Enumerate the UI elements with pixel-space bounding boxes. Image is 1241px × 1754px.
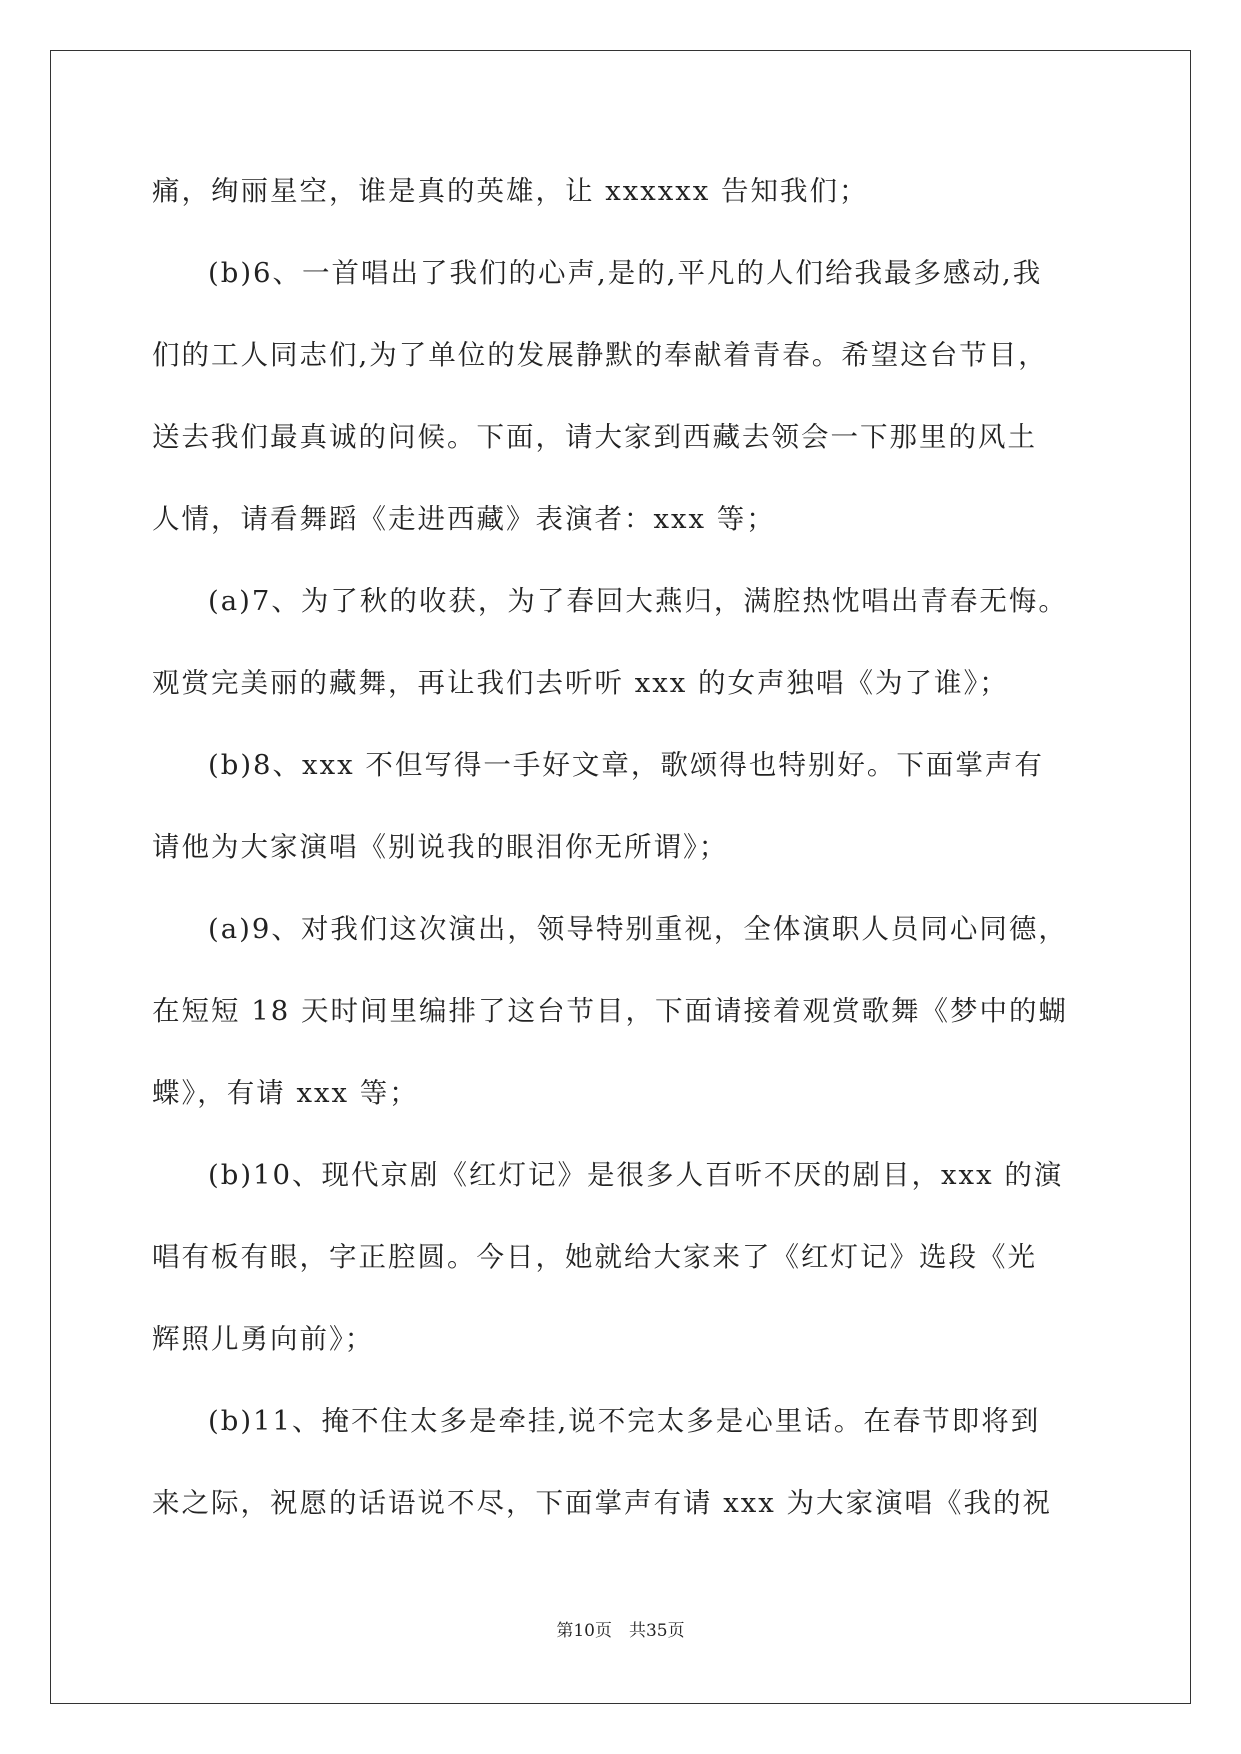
text-line: 们的工人同志们,为了单位的发展静默的奉献着青春。希望这台节目， bbox=[152, 339, 1048, 371]
document-body bbox=[152, 150, 1092, 1544]
text-line: (b)6、一首唱出了我们的心声,是的,平凡的人们给我最多感动,我 bbox=[208, 257, 1043, 289]
text-line: 请他为大家演唱《别说我的眼泪你无所谓》； bbox=[152, 831, 729, 863]
text-line: 辉照儿勇向前》； bbox=[152, 1323, 375, 1355]
text-line: (b)11、掩不住太多是牵挂,说不完太多是心里话。在春节即将到 bbox=[208, 1405, 1041, 1437]
text-line: 来之际，祝愿的话语说不尽，下面掌声有请 xxx 为大家演唱《我的祝 bbox=[152, 1487, 1053, 1519]
text-line: 观赏完美丽的藏舞，再让我们去听听 xxx 的女声独唱《为了谁》； bbox=[152, 667, 1009, 699]
text-line: 在短短 18 天时间里编排了这台节目，下面请接着观赏歌舞《梦中的蝴 bbox=[152, 995, 1068, 1027]
text-line: (a)9、对我们这次演出，领导特别重视，全体演职人员同心同德， bbox=[208, 913, 1068, 945]
text-line: 人情，请看舞蹈《走进西藏》表演者：xxx 等； bbox=[152, 503, 776, 535]
text-line: (a)7、为了秋的收获，为了春回大燕归，满腔热忱唱出青春无悔。 bbox=[208, 585, 1068, 617]
text-line: (b)10、现代京剧《红灯记》是很多人百听不厌的剧目，xxx 的演 bbox=[208, 1159, 1064, 1191]
text-line: 唱有板有眼，字正腔圆。今日，她就给大家来了《红灯记》选段《光 bbox=[152, 1241, 1037, 1273]
text-line: 蝶》，有请 xxx 等； bbox=[152, 1077, 419, 1109]
page-number-footer: 第10页 共35页 bbox=[556, 1621, 685, 1641]
text-line: 送去我们最真诚的问候。下面，请大家到西藏去领会一下那里的风土 bbox=[152, 421, 1037, 453]
text-line: 痛，绚丽星空，谁是真的英雄，让 xxxxxx 告知我们； bbox=[152, 175, 869, 207]
text-line: (b)8、xxx 不但写得一手好文章，歌颂得也特别好。下面掌声有 bbox=[208, 749, 1044, 781]
